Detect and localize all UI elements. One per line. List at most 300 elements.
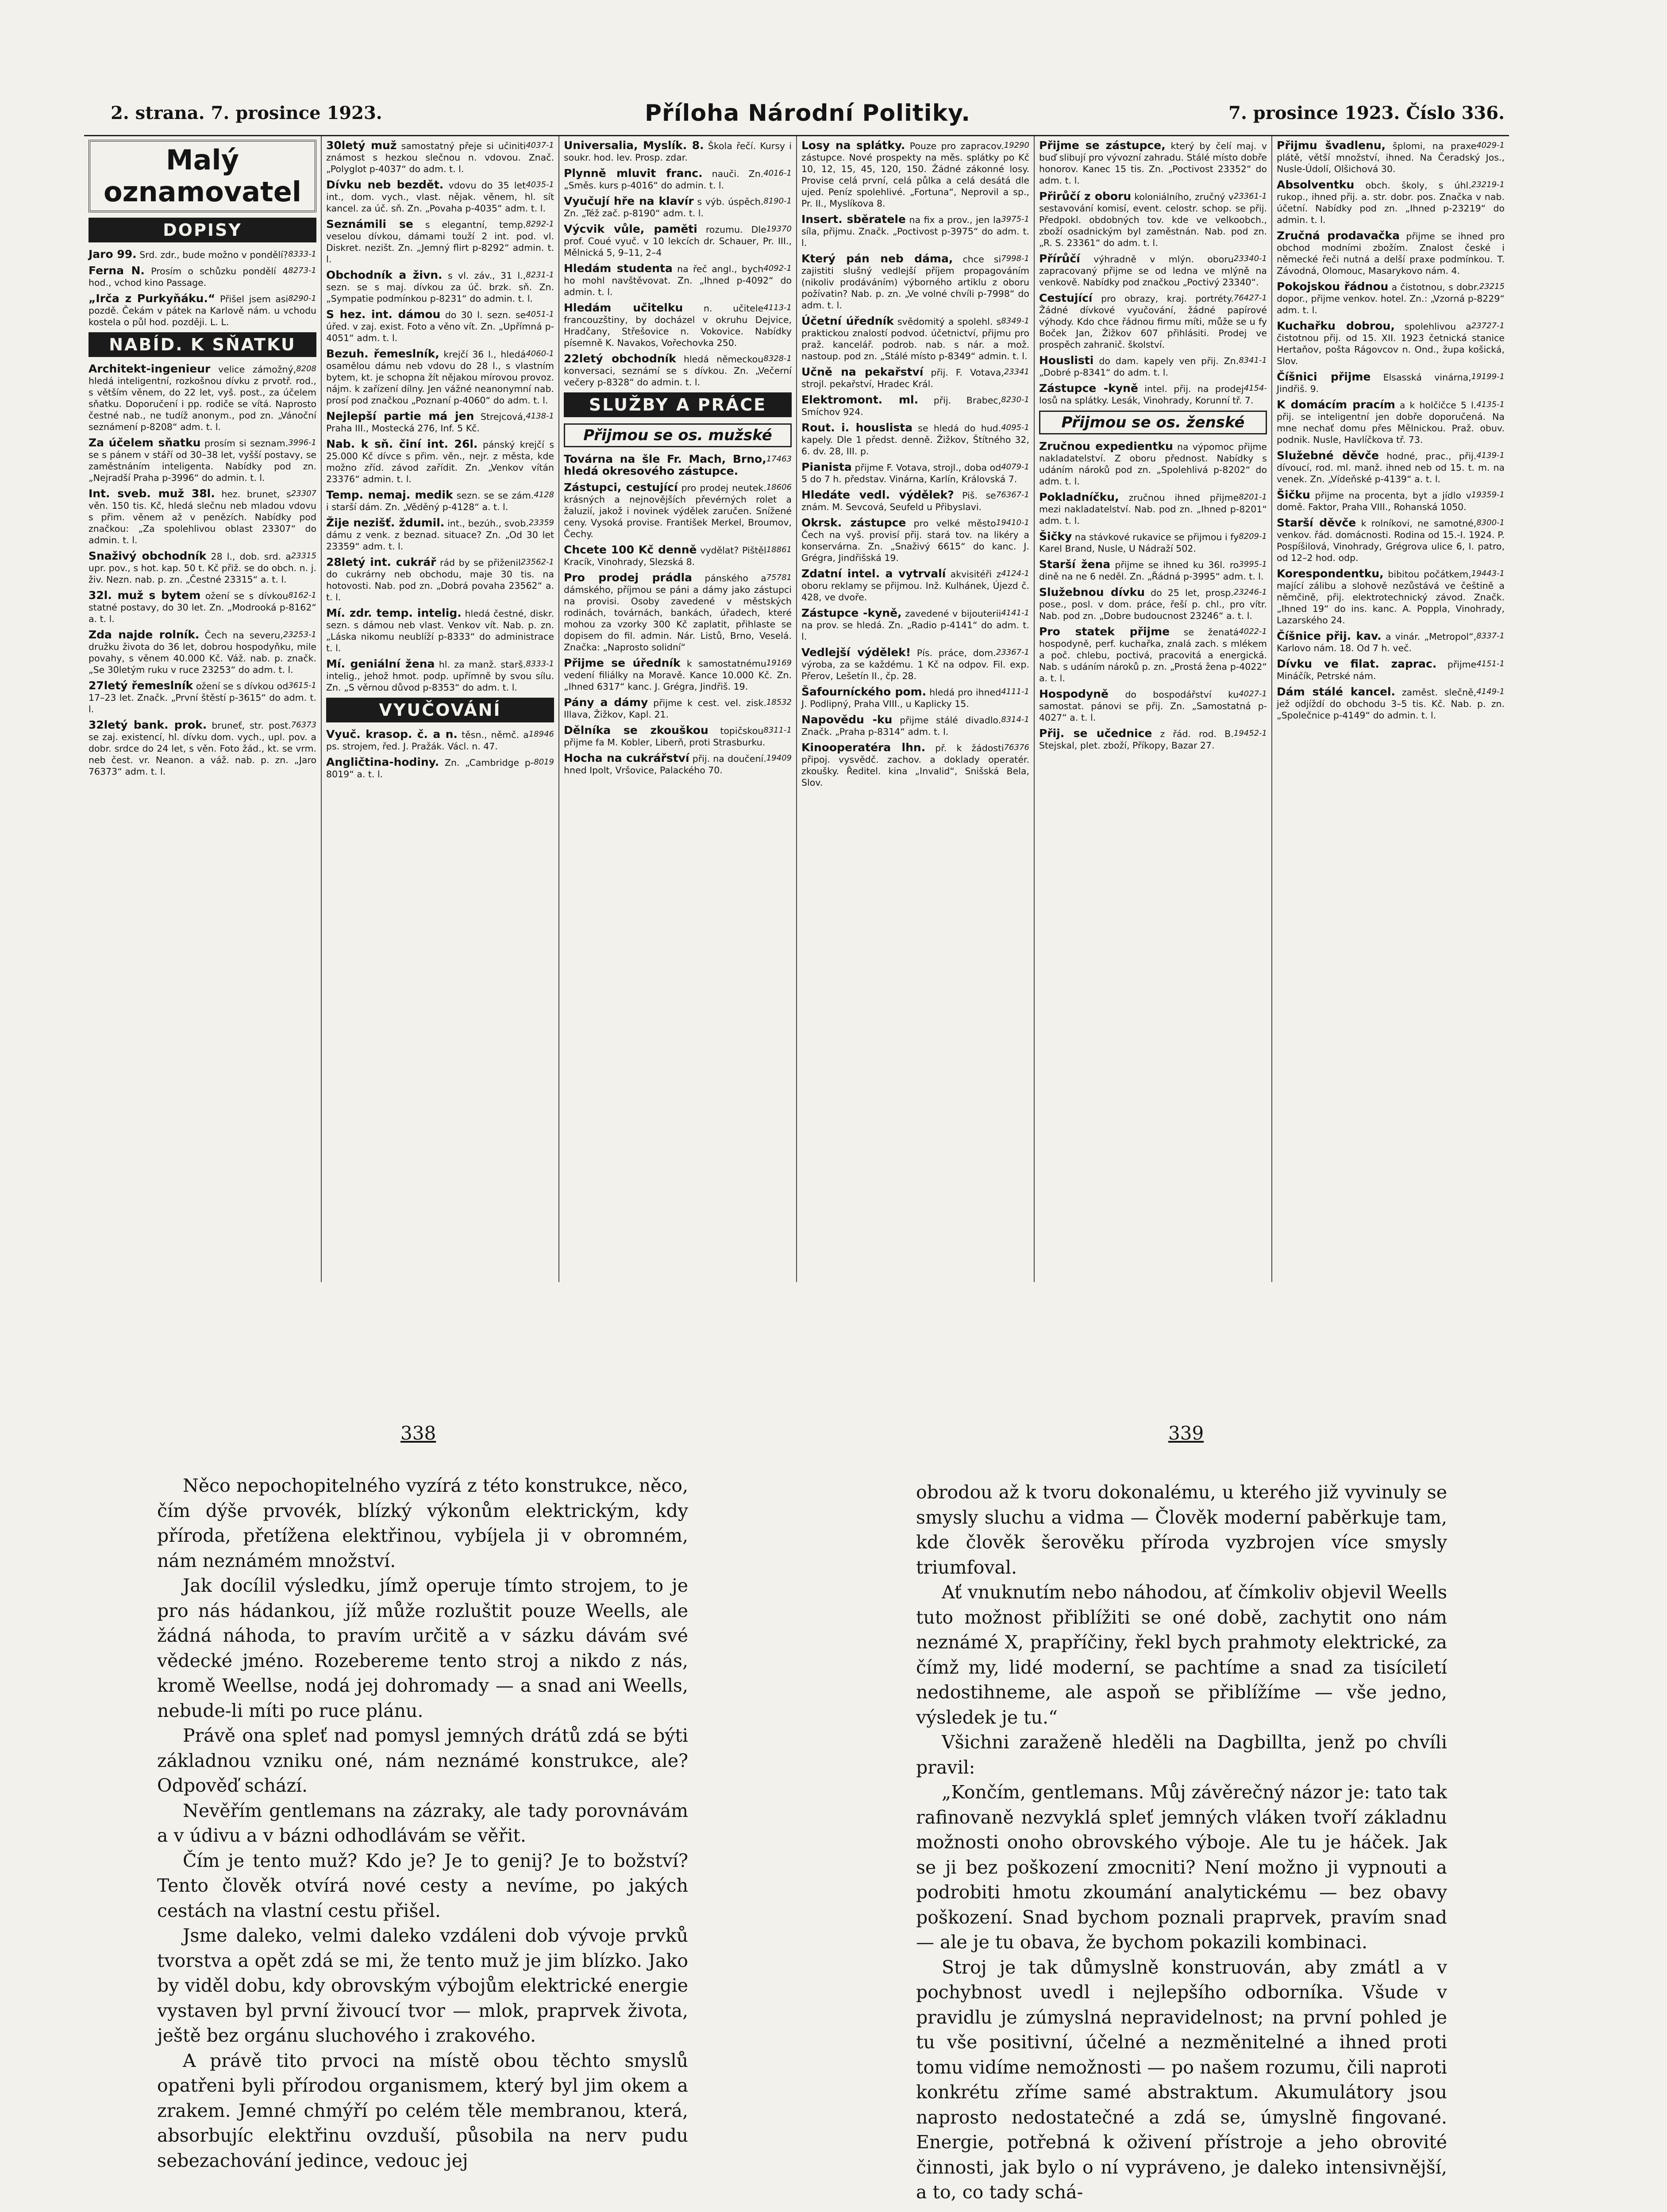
ad-text: n. učitele francouzštiny, by docházel v okruhu Dejvice, Hradčany, Střešovice n. Vokovice. Nabídky písemně K. Navakos, Vořechovka 250. — [564, 303, 792, 348]
page-number-left: 338 — [400, 1422, 436, 1444]
ad-number: 4113-1 — [763, 303, 792, 312]
classified-ad — [89, 363, 316, 433]
ad-text: přijme na procenta, byt a jídlo v domě. Faktor, Praha VIII., Rohanská 1050. — [1277, 490, 1471, 512]
article-paragraph: Všichni zaraženě hleděli na Dagbillta, jenž po chvíli pravil: — [916, 1732, 1447, 1778]
classified-ad — [89, 719, 316, 777]
ad-number: 8311-1 — [763, 726, 792, 735]
article-right-column — [916, 1480, 1447, 2205]
column-1 — [84, 136, 322, 1282]
classified-ad — [1039, 383, 1267, 406]
classified-ad — [1277, 517, 1505, 564]
ad-heading: Starší žena — [1039, 558, 1111, 571]
ad-number: 8201-1 — [1239, 492, 1267, 502]
ad-number: 4139-1 — [1476, 451, 1505, 460]
ad-heading: Absolventku — [1277, 178, 1355, 191]
ad-text: přij. F. Votava, strojl. pekařství, Hradec Král. — [801, 367, 1004, 389]
classified-ad — [326, 658, 554, 693]
classified-ad — [89, 680, 316, 715]
ad-number: 23562-1 — [520, 557, 554, 567]
section-banner-zenske: Přijmou se os. ženské — [1039, 411, 1267, 434]
ad-number: 19409 — [766, 753, 792, 763]
ad-heading: Napovědu -ku — [801, 713, 893, 726]
ad-text: se hledá do hud. kapely. Dle 1 předst. denně. Žižkov, Štítného 32, 6. dv. 28, III. p. — [801, 423, 1029, 457]
classified-ad — [564, 263, 792, 298]
classified-ad — [801, 394, 1029, 418]
ad-number: 23359 — [528, 518, 554, 527]
ad-text: velice zámožný, hledá inteligentní, rozkošnou dívku z prvotř. rod., s větším věnem, do 22 let, vyš. post., za účelem sňatku. Doporučení i pp. rodiče se vítá. Naprosto čestné nab., ne tudíž anonym., pod zn. „Vánoční seznámení p-8208“ adm. t. l. — [89, 364, 316, 432]
classified-ad — [1277, 179, 1505, 226]
classified-ad — [1039, 728, 1267, 751]
classified-ad — [1039, 253, 1267, 288]
ad-text: Škola řečí. Kursy i soukr. hod. lev. Prosp. zdar. — [564, 141, 792, 163]
ad-heading: Snaživý obchodník — [89, 549, 207, 562]
article-paragraph: obrodou až k tvoru dokonalému, u kterého již vyvinuly se smysly sluchu a vidma — Člověk moderní paběrkuje tam, kde člověk šerověku příroda vyzbrojen více smysly triumfoval. — [916, 1482, 1447, 1578]
ad-number: 23361-1 — [1233, 192, 1267, 201]
ad-number: 8333-1 — [526, 659, 554, 668]
ad-number: 19443-1 — [1471, 569, 1505, 578]
ad-number: 76373 — [291, 720, 316, 730]
ad-heading: Hledám studenta — [564, 262, 673, 275]
ad-text: Pouze pro zapracov. zástupce. Nové prospekty na měs. splátky po Kč 10, 12, 15, 45, 120, 150. Žádné zákonné losy. Provise celá první, celá půlka a celá desátá dle ujed. Peníz spolehlivé. „Fortuna“, Neprovil a sp., Pr. II., Myslíkova 8. — [801, 141, 1029, 209]
ad-text: Piš. se znám. M. Sevcová, Seufeld u Přibyslavi. — [801, 490, 996, 512]
ad-number: 4095-1 — [1001, 423, 1029, 432]
classified-ad — [564, 572, 792, 653]
ad-heading: Insert. sběratele — [801, 213, 906, 226]
ad-heading: Šičky — [1039, 530, 1072, 543]
ad-number: 23727-1 — [1471, 321, 1505, 330]
ad-text: na stávkové rukavice se přijmou i fy Karel Brand, Nusle, U Nádraží 502. — [1039, 532, 1239, 554]
classified-ad — [326, 489, 554, 513]
article-paragraph: Jsme daleko, velmi daleko vzdáleni dob vývoje prvků tvorstva a opět zdá se mi, že tento muž je jim blízko. Jako by viděl dobu, kdy obrovským výbojům elektrické energie vystaven byl první živoucí tvor — mlok, praprvek života, ještě bez orgánu sluchového i zrakového. — [157, 1925, 688, 2046]
ad-number: 4138-1 — [526, 411, 554, 421]
classified-ad — [326, 438, 554, 485]
ad-text: hodné, prac., přij. dívoucí, rod. ml. manž. ihned neb od 15. t. m. na venek. Zn. „Vídeňské p-4139“ a. t. l. — [1277, 451, 1505, 484]
ad-number: 8290-1 — [288, 294, 316, 303]
ad-text: se ženatá hospodyně, perf. kuchařka, znalá zach. s mlékem a poč. chlebu, poctivá, pracovitá a energická. Nab. s udáním nároků p. zn. „Prostá žena p-4022“ a. t. l. — [1039, 627, 1267, 684]
article-left-column — [157, 1473, 688, 2173]
ad-text: přijme F. Votava, strojl., doba od 5 do 7 h. představ. Vinárna, Karlín, Královská 7. — [801, 462, 1017, 484]
ad-heading: Pány a dámy — [564, 696, 648, 709]
ad-text: těsn., němč. a ps. strojem, řed. J. Pražák. Václ. n. 47. — [326, 730, 529, 752]
classified-ad — [564, 302, 792, 349]
ad-heading: 22letý obchodník — [564, 352, 676, 365]
classified-ad — [801, 461, 1029, 485]
ad-heading: Nab. k sň. činí int. 26l. — [326, 438, 478, 450]
ad-text: na řeč angl., bych ho mohl navštěvovat. Zn. „Ihned p-4092“ do admin. t. l. — [564, 264, 792, 297]
ad-text: pánský krejčí s 25.000 Kč dívce s přim. věn., nejr. z města, kde možno zříd. závod zařídit. Zn. „Venkov vítán 23376“ admin. t. l. — [326, 439, 554, 484]
classified-ad — [1277, 230, 1505, 276]
ad-text: přijme se ihned ku 36l. ro dině na ne 6 neděl. Zn. „Řádná p-3995“ adm. t. l. — [1039, 560, 1264, 582]
ad-number: 19169 — [766, 658, 792, 668]
classified-ad — [801, 742, 1029, 788]
ad-heading: Ferna N. — [89, 264, 145, 277]
ad-number: 8190-1 — [763, 196, 792, 206]
classified-ad — [564, 353, 792, 388]
ad-text: s výb. úspěch. Zn. „Též zač. p-8190“ adm. t. l. — [564, 196, 764, 219]
ad-text: hledá německou konversaci, seznámí se s dívkou. Zn. „Večerní večery p-8328“ do admin. t. l. — [564, 354, 792, 388]
ad-heading: S hez. int. dámou — [326, 308, 441, 321]
classified-ad — [89, 293, 316, 328]
classified-ad — [564, 223, 792, 258]
ad-heading: Přijme se zástupce, — [1039, 139, 1166, 152]
classified-ad — [326, 269, 554, 304]
header-date-left: 2. strana. 7. prosince 1923. — [111, 103, 382, 123]
ad-heading: Číšnici přijme — [1277, 370, 1371, 383]
ad-heading: Žije nezišť. ždumil. — [326, 516, 445, 529]
masthead-line-2: oznamovatel — [103, 176, 302, 208]
column-6 — [1272, 136, 1509, 1282]
classified-ad — [564, 753, 792, 776]
ad-heading: Pokojskou řádnou — [1277, 280, 1389, 293]
classified-ad — [564, 453, 792, 477]
ad-heading: Cestující — [1039, 292, 1093, 304]
classified-ad — [1277, 568, 1505, 626]
ad-text: s vl. záv., 31 l., sezn. se s maj. dívkou za úč. brzk. sň. Zn. „Sympatie podmínkou p-8231“ do admin. t. l. — [326, 270, 554, 304]
section-banner-dopisy: DOPISY — [89, 218, 316, 242]
ad-text: pro prodej neutek. krásných a nejnovějších převérných rolet a žaluzií, jakož i novinek výdělek zaručen. Snížené ceny. Vysoká provise. František Merkel, Broumov, Čechy. — [564, 483, 792, 539]
ad-number: 19452-1 — [1233, 729, 1267, 738]
ad-heading: Továrna na šle Fr. Mach, Brno, hledá okresového zástupce. — [564, 453, 766, 477]
ad-heading: Dělníka se zkouškou — [564, 724, 708, 737]
ad-heading: Seznámili se — [326, 218, 413, 230]
ad-number: 4124-1 — [1001, 569, 1029, 578]
classified-ad — [326, 219, 554, 265]
classified-ad — [89, 437, 316, 484]
ad-number: 7998-1 — [1001, 254, 1029, 263]
ad-heading: Přírůčí — [1039, 252, 1080, 265]
ad-number: 4135-1 — [1476, 400, 1505, 409]
ad-number: 4035-1 — [526, 180, 554, 189]
classified-ad — [1039, 626, 1267, 684]
ad-text: k rolníkovi, ne samotné, venkov. řád. domácnosti. Rodina od 15.-I. 1924. P. Pospíšilová, Vinohrady, Grégrova ulice 6, I. patro, od 12–2 hod. odp. — [1277, 518, 1505, 563]
page-header — [111, 100, 1505, 129]
ad-text: spolehlivou a čistotnou přij. od 15. XII. 1923 četnická stanice Hertaňov, pošta Rágovcov n. Ond., župa košická, Slov. — [1277, 321, 1505, 366]
classified-ad — [326, 309, 554, 344]
ad-heading: Za účelem sňatku — [89, 436, 201, 449]
section-banner-sluzby: SLUŽBY A PRÁCE — [564, 392, 792, 417]
classified-ad — [801, 489, 1029, 513]
ad-heading: Int. sveb. muž 38l. — [89, 487, 215, 500]
ad-heading: Okrsk. zástupce — [801, 516, 906, 529]
ad-number: 75781 — [766, 573, 792, 582]
ad-heading: Šafourníckého pom. — [801, 685, 927, 698]
classified-ad — [1277, 630, 1505, 654]
ad-number: 23341 — [1004, 367, 1029, 376]
classified-ad — [89, 265, 316, 288]
classified-ad — [801, 214, 1029, 249]
ad-number: 19290 — [1004, 141, 1029, 150]
ad-heading: Angličtina-hodiny. — [326, 756, 439, 768]
ad-heading: Architekt-ingenieur — [89, 362, 211, 375]
ad-text: bruneť, str. post. se zaj. existencí, hl. dívku dom. vych., upl. pov. a dobr. srdce do 24 let, s věn. Foto žád., kt. se vrm. neb čest. vr. Neanon. a váž. nab. p. zn. „Jaro 76373“ adm. t. l. — [89, 720, 316, 777]
article-paragraph: Jak docílil výsledku, jímž operuje tímto strojem, to je pro nás hádankou, jíž může rozluštit pouze Weells, ale žádná náhoda, to pravím určitě a v sázku dávám své vědecké jméno. Rozebereme tento stroj a nikdo z nás, kromě Weellse, nodá jej dohromady — a snad ani Weells, nebude-li míti po ruce plánu. — [157, 1575, 688, 1721]
ad-text: hez. brunet, s věn. 150 tis. Kč, hledá slečnu neb mladou vdovu s přim. věnem až v penězích. Nabídky pod značkou: „Za spolehlivou oblast 23307“ do admin. t. l. — [89, 489, 316, 545]
ad-heading: Zástupci, cestující — [564, 481, 678, 494]
ad-number: 23215 — [1479, 282, 1505, 291]
ad-heading: Jaro 99. — [89, 248, 137, 261]
ad-heading: Vedlejší výdělek! — [801, 646, 911, 659]
classified-ad — [564, 482, 792, 540]
classified-ad — [326, 557, 554, 603]
ad-heading: Hocha na cukrářství — [564, 752, 689, 764]
ad-number: 76376 — [1004, 743, 1029, 752]
ad-heading: Starší děvče — [1277, 516, 1356, 529]
ad-text: pro obrazy, kraj. portréty. Žádné dívkové vyučování, žádné papírové výhody. Kdo chce řádnou firmu míti, může se u fy Boček Jan, Žižkov 607 přihlásiti. Prodej ve prospěch zahranič. školství. — [1039, 293, 1267, 350]
ad-heading: Mí. geniální žena — [326, 657, 435, 670]
ad-heading: 32l. muž s bytem — [89, 589, 201, 602]
ad-heading: Výcvik vůle, paměti — [564, 223, 697, 235]
classified-ad — [326, 411, 554, 434]
classified-ad — [564, 725, 792, 748]
classified-ad — [1039, 531, 1267, 554]
article-paragraph: Stroj je tak důmyslně konstruován, aby zmátl a v pochybnost uvedl i nejlepšího odborníka. Všude v pravidlu je zúmyslná nepravidelnost; na první pohled je tu vše positivní, účelné a nezměnitelné a ihned proti tomu vidíme nemožnosti — po našem rozumu, čili naproti konkrétu zříme samé abstraktum. Akumulátory jsou naprosto nedostatečné a zdá se, úmyslně fingované. Energie, potřebná k oživení přístroje a jeho obrovité činnosti, jak bylo o ní vypráveno, je daleko intensivnější, a to, co tady schá- — [916, 1956, 1447, 2203]
ad-number: 4079-1 — [1001, 462, 1029, 472]
classified-ad — [1277, 371, 1505, 395]
ad-text: hl. za manž. starš. intelig., jehož hmot. podp. upřímně by svou sílu. Zn. „S věrnou důvod p-8353“ do adm. t. l. — [326, 659, 554, 693]
classified-ad — [1277, 450, 1505, 485]
ad-number: 4149-1 — [1476, 687, 1505, 696]
classified-ad — [326, 179, 554, 214]
classified-ad — [1039, 292, 1267, 350]
classified-ad — [89, 629, 316, 676]
ad-text: který by čelí maj. v buď slibují pro vývozní zahradu. Stálé místo dobře honorov. Kanec 15 tis. Zn. „Poctivost 23352“ do adm. t. l. — [1039, 141, 1267, 186]
ad-number: 8292-1 — [526, 219, 554, 229]
classified-ad — [801, 140, 1029, 209]
ad-number: 8230-1 — [1001, 395, 1029, 404]
column-2 — [322, 136, 559, 1282]
ad-heading: Hledám učitelku — [564, 301, 683, 314]
ad-number: 4037-1 — [526, 141, 554, 150]
classified-ad — [801, 607, 1029, 642]
ad-number: 8300-1 — [1476, 518, 1505, 527]
ad-heading: Zručná prodavačka — [1277, 229, 1400, 242]
ad-heading: Pro prodej prádla — [564, 571, 693, 584]
article-paragraph: Něco nepochopitelného vyzírá z této konstrukce, něco, čím dýše prvovék, blízký výkonům elektrickým, kdy příroda, přetížena elektřinou, vybíjela ji v obromném, nám neznámém množství. — [157, 1475, 688, 1571]
classified-columns — [84, 135, 1509, 1282]
classified-ad — [564, 657, 792, 692]
ad-text: zavedené v bijouterii na prov. se hledá. Zn. „Radio p-4141“ do adm. t. l. — [801, 608, 1029, 642]
ad-heading: Pianista — [801, 461, 852, 473]
ad-text: do 30 l. sezn. se úřed. v zaj. exist. Foto a věno vít. Zn. „Upřímná p-4051“ adm. t. l. — [326, 310, 554, 343]
ad-number: 8337-1 — [1476, 631, 1505, 641]
ad-number: 3995-1 — [1239, 560, 1267, 569]
ad-heading: Hledáte vedl. výdělek? — [801, 488, 954, 501]
ad-number: 23307 — [291, 489, 316, 498]
ad-text: rád by se přiženil do cukrárny neb obchodu, maje 30 tis. na hotovosti. Nab. pod zn. „Dobrá povaha 23562“ a. t. l. — [326, 557, 554, 603]
ad-text: ožení se s dívkou statné postavy, do 30 let. Zn. „Modrooká p-8162“ a. t. l. — [89, 591, 316, 624]
ad-text: zaměst. slečně, jež odjíždí do obchodu 3–5 tis. Kč. Nab. p. zn. „Společnice p-4149“ do admin. t. l. — [1277, 687, 1505, 721]
ad-heading: Zdatní intel. a vytrvalí — [801, 567, 946, 580]
ad-number: 8208 — [296, 364, 316, 373]
ad-text: Prosím o schůzku pondělí 4 hod., vchod kino Passage. — [89, 266, 289, 288]
ad-number: 4029-1 — [1476, 141, 1505, 150]
article-paragraph: A právě tito prvoci na místě obou těchto smyslů opatřeni byli přírodou organismem, který byl jim okem a zrakem. Jemné chmýří po celém těle membranou, která, absorbujíc elektřinu ovzduší, působila na nerv pudu sebezachování jedince, vedouc jej — [157, 2050, 688, 2171]
classified-ad — [1277, 399, 1505, 445]
ad-heading: Zástupce -kyně — [1039, 382, 1138, 395]
ad-heading: Zručnou expedientku — [1039, 440, 1173, 453]
ad-heading: Elektromont. ml. — [801, 393, 919, 406]
ad-heading: Učně na pekařství — [801, 365, 924, 378]
ad-number: 23219-1 — [1471, 180, 1505, 189]
ad-number: 4154- — [1244, 384, 1267, 393]
classified-ad — [1039, 441, 1267, 487]
ad-text: a k holčičce 5 l. přij. se inteligentní jen dobře doporučená. Na mne nechať domu přes Mělnickou. Praž. obuv. podnik. Nusle, Havlíčkova tř. 73. — [1277, 400, 1505, 445]
ad-text: vydělat? Pištěl Kracík, Vinohrady, Slezská 8. — [564, 545, 766, 567]
classified-ad — [1277, 489, 1505, 513]
classified-ad — [564, 168, 792, 191]
ad-text: hledá čestné, diskr. sezn. s dámou neb vlast. Venkov vít. Nab. p. zn. „Láska nikomu neublíží p-8333“ do administrace t. l. — [326, 608, 554, 653]
ad-text: sezn. se se zám. i starší dám. Zn. „Věděný p-4128“ a. t. l. — [326, 490, 534, 512]
ad-text: Pís. práce, dom. výroba, za se každému. 1 Kč na odpov. Fil. exp. Přerov, Lešetín II., čp. 28. — [801, 648, 1029, 681]
ad-number: 76427-1 — [1233, 293, 1267, 303]
ad-text: int., bezúh., svob. dámu z venk. z beznad. situace? Zn. „Od 30 let 23359“ adm. t. l. — [326, 518, 554, 552]
ad-heading: Mí. zdr. temp. intelig. — [326, 607, 462, 619]
ad-heading: Bezuh. řemeslník, — [326, 347, 439, 360]
classified-ad — [89, 488, 316, 546]
ad-heading: Zástupce -kyně, — [801, 607, 902, 619]
ad-number: 19199-1 — [1471, 372, 1505, 381]
ad-heading: Služebné děvče — [1277, 449, 1379, 462]
classified-ad — [1039, 559, 1267, 582]
ad-heading: Který pán neb dáma, — [801, 252, 953, 265]
ad-heading: Přijme se úředník — [564, 657, 681, 669]
ad-text: přijme k cest. vel. zisk. Illava, Žižkov, Kapl. 21. — [564, 698, 766, 720]
ad-text: svědomitý a spolehl. s praktickou znalostí podvod. účetnictví, přijmu pro praž. kancelář. podrob. nab. s nár. a mož. nastoup. pod zn. „Stálé místo p-8349“ admin. t. l. — [801, 316, 1029, 361]
ad-text: přijme stálé divadlo. Značk. „Praha p-8314“ adm. t. l. — [801, 715, 1001, 737]
classified-ad — [326, 729, 554, 752]
classified-ad — [1277, 320, 1505, 367]
ad-text: šplomi, na praxe plátě, větší množství, ihned. Na Čeradský Jos., Nusle-Údolí, Olšichová 30. — [1277, 141, 1505, 174]
ad-heading: Hospodyně — [1039, 687, 1109, 700]
ad-number: 18946 — [528, 730, 554, 739]
ad-text: výhradně v mlýn. oboru zapracovaný přijme se od ledna ve mlýně na venkově. Nabídky pod značkou „Poctivý 23340“. — [1039, 254, 1267, 288]
ad-text: Čech na severu, družku života do 36 let, dobrou hospodyňku, mile povahy, s věnem 40.000 Kč. Váž. nab. p. značk. „Se 30letým ruku v ruce 23253“ do adm. t. l. — [89, 630, 316, 675]
classified-ad — [1039, 587, 1267, 622]
column-4 — [797, 136, 1035, 1282]
ad-heading: Kuchařku dobrou, — [1277, 319, 1395, 332]
ad-number: 4016-1 — [763, 169, 792, 178]
ad-text: akvisitéři z oboru reklamy se přijmou. Inž. Kulhánek, Újezd č. 428, ve dvoře. — [801, 569, 1029, 603]
ad-text: samostatný přeje si učiniti známost s hezkou slečnou n. vdovou. Znač. „Polyglot p-4037“ do adm. t. l. — [326, 141, 554, 174]
classified-ad — [89, 590, 316, 625]
classified-ad — [801, 568, 1029, 603]
ad-heading: Temp. nemaj. medik — [326, 488, 453, 501]
ad-text: 28 l., dob. srd. a upr. pov., s hot. kap. 50 t. Kč přiž. se do obch. n. j. živ. Nezn. nab. p. zn. „Čestné 23315“ a. t. l. — [89, 551, 316, 585]
ad-text: rozumu. Dle prof. Coué vyuč. v 10 lekcích dr. Schauer, Pr. III., Mělnická 5, 9–11, 2–4 — [564, 224, 792, 258]
classified-ad — [89, 249, 316, 261]
ad-number: 23315 — [291, 551, 316, 561]
classified-ad — [564, 544, 792, 568]
ad-text: přijme se ihned pro obchod modními zbožím. Znalost české i německé řeči nutná a delší praxe podmínkou. T. Závodná, Olomouc, Masarykovo nám. 4. — [1277, 231, 1505, 276]
classified-ad — [564, 140, 792, 163]
ad-number: 8231-1 — [526, 270, 554, 280]
ad-heading: Vyučují hře na klavír — [564, 195, 694, 207]
ad-number: 18532 — [766, 698, 792, 707]
masthead-line-1: Malý — [166, 144, 239, 176]
ad-text: do dam. kapely ven přij. Zn. „Dobré p-8341“ do adm. t. l. — [1039, 356, 1239, 378]
classified-ad — [801, 517, 1029, 564]
classified-ad — [801, 714, 1029, 737]
ad-number: 8341-1 — [1239, 356, 1267, 365]
ad-number: 17463 — [766, 454, 792, 464]
classified-ad — [1039, 140, 1267, 186]
classified-ad — [801, 422, 1029, 457]
ad-text: ožení se s dívkou od 17–23 let. Značk. „První štěstí p-3615“ do adm. t. l. — [89, 681, 316, 714]
ad-text: pro velké město Čech na vyš. provisí přij. stará tov. na likéry a konservárna. Zn. „Snaživý 6615“ do kanc. J. Grégra, Jindřišská 19. — [801, 518, 1029, 563]
ad-heading: Korespondentku, — [1277, 567, 1384, 580]
classified-ad — [1039, 191, 1267, 249]
ad-heading: Přirůčí z oboru — [1039, 190, 1132, 203]
ad-text: s elegantní, temp. veselou dívkou, dámami touží 2 int. pod. vl. Diskret. nezišt. Zn. „Jemný flirt p-8292“ admin. t. l. — [326, 219, 554, 265]
ad-number: 8019 — [534, 757, 554, 767]
ad-text: pánského a dámského, příjmou se páni a dámy jako zástupci na provisi. Osoby zavedené v městských rodinách, továrnách, bankách, úřadech, které mohou za vzorky 300 Kč zaplatit, přihlaste se dopisem do fil. admin. Nár. Listů, Brno, Veselá. Značka: „Naprosto solidní“ — [564, 573, 792, 653]
ad-text: přij. na doučení. hned Ipolt, Vršovice, Palackého 70. — [564, 753, 766, 776]
page-number-right: 339 — [1168, 1422, 1204, 1444]
ad-heading: 28letý int. cukrář — [326, 556, 436, 568]
ad-heading: Kinooperatéra lhn. — [801, 741, 926, 754]
ad-text: na fix a prov., jen la síla, přijmu. Značk. „Poctivost p-3975“ do adm. t. l. — [801, 215, 1029, 248]
ad-text: intel. přij. na prodej losů na splátky. Lesák, Vinohrady, Korunní tř. 7. — [1039, 384, 1254, 406]
ad-text: zručnou ihned přijme mezi nakladatelství. Nab. pod zn. „Ihned p-8201“ adm. t. l. — [1039, 492, 1267, 526]
ad-heading: Služebnou dívku — [1039, 586, 1145, 599]
ad-text: Srd. zdr., bude možno v pondělí? — [139, 250, 288, 260]
header-issue-number: 7. prosince 1923. Číslo 336. — [1228, 103, 1505, 123]
ad-number: 4092-1 — [763, 264, 792, 273]
ad-number: 4060-1 — [526, 349, 554, 358]
ad-heading: 27letý řemeslník — [89, 679, 193, 692]
ad-text: Elsasská vinárna, Jindřiš. 9. — [1277, 372, 1471, 394]
section-banner-muzske: Přijmou se os. mužské — [564, 423, 792, 447]
classified-ad — [564, 196, 792, 219]
classified-ad — [1039, 492, 1267, 526]
article-paragraph: Nevěřím gentlemans na zázraky, ale tady porovnávám a v údivu a v bázni odhodlávám se věřit. — [157, 1800, 688, 1846]
ad-text: obch. školy, s úhl. rukop., ihned přij. a. str. dobr. pos. Značka v nab. účetní. Nabídky pod zn. „Ihned p-23219“ do admin. t. l. — [1277, 180, 1505, 225]
ad-heading: Pro statek přijme — [1039, 625, 1170, 638]
ad-text: k samostatnému vedení filiálky na Moravě. Kance 10.000 Kč. Zn. „Ihned 6317“ kanc. J. Grégra, Jindřiš. 19. — [564, 658, 792, 692]
ad-text: krejčí 36 l., hledá osamělou dámu neb vdovu do 28 l., s vlastním bytem, kt. je schopna žít nějakou mírovou provoz. nájm. k zařízení dílny. Jen vážné neanonymní nab. prosí pod značkou „Poznaní p-4060“ do adm. t. l. — [326, 349, 554, 406]
ad-number: 3996-1 — [288, 438, 316, 447]
ad-number: 18606 — [766, 483, 792, 492]
ad-heading: Universalia, Myslík. 8. — [564, 139, 704, 152]
ad-heading: Obchodník a živn. — [326, 269, 443, 281]
ad-heading: Pokladníčku, — [1039, 491, 1119, 503]
ad-number: 19370 — [766, 224, 792, 234]
ad-text: do 25 let, prosp. pose., posl. v dom. práce, řeší p. chl., pro vítr. Nab. pod zn. „Dobre budoucnost 23246“ a. t. l. — [1039, 588, 1267, 621]
classified-ad — [89, 550, 316, 585]
ad-text: Přišel jsem asi pozdě. Čekám v pátek na Karlově nám. u vchodu kostela o půl hod. později. L. L. — [89, 294, 316, 327]
ad-number: 4051-1 — [526, 310, 554, 319]
ad-heading: Zda najde rolník. — [89, 628, 200, 641]
ad-heading: Houslisti — [1039, 354, 1094, 367]
classified-ad — [801, 686, 1029, 710]
ad-number: 8328-1 — [763, 354, 792, 363]
ad-text: př. k žádosti připoj. vysvědč. zachov. a doklady operatér. zkoušky. Ředitel. kina „Invalid“, Snišská Bela, Slov. — [801, 743, 1029, 788]
column-3 — [559, 136, 797, 1282]
classified-ad — [1039, 355, 1267, 378]
newspaper-title: Příloha Národní Politiky. — [644, 100, 971, 127]
ad-number: 18861 — [766, 545, 792, 554]
ad-number: 23367-1 — [996, 648, 1029, 657]
ad-number: 4141-1 — [1001, 608, 1029, 618]
article-paragraph: „Končím, gentlemans. Můj závěrečný názor je: tato tak rafinovaně nezvyklá spleť jemných vláken tvoří základnu možnosti onoho obrovského výboje. Ale tu je háček. Jak se ji bez poškození zmocniti? Není možno ji vypnouti a podrobiti hmotu zkoumání analytickému — bez obavy poškození. Snad bychom poznali praprvek, pravím snad — ale je tu obava, že bychom pokazili kombinaci. — [916, 1782, 1447, 1953]
ad-heading: Přijmu švadlenu, — [1277, 139, 1386, 152]
classified-ad — [1277, 281, 1505, 316]
ad-text: na výpomoc přijme nakladatelství. Z oboru přednost. Nabídky s udáním nároků pod zn. „Spolehlivá p-8202“ do adm. t. l. — [1039, 442, 1267, 487]
ad-heading: 30letý muž — [326, 139, 397, 152]
ad-number: 8333-1 — [288, 250, 316, 259]
ad-text: nauči. Zn. „Směs. kurs p-4016“ do admin. t. l. — [564, 169, 764, 191]
classified-ad — [326, 757, 554, 780]
